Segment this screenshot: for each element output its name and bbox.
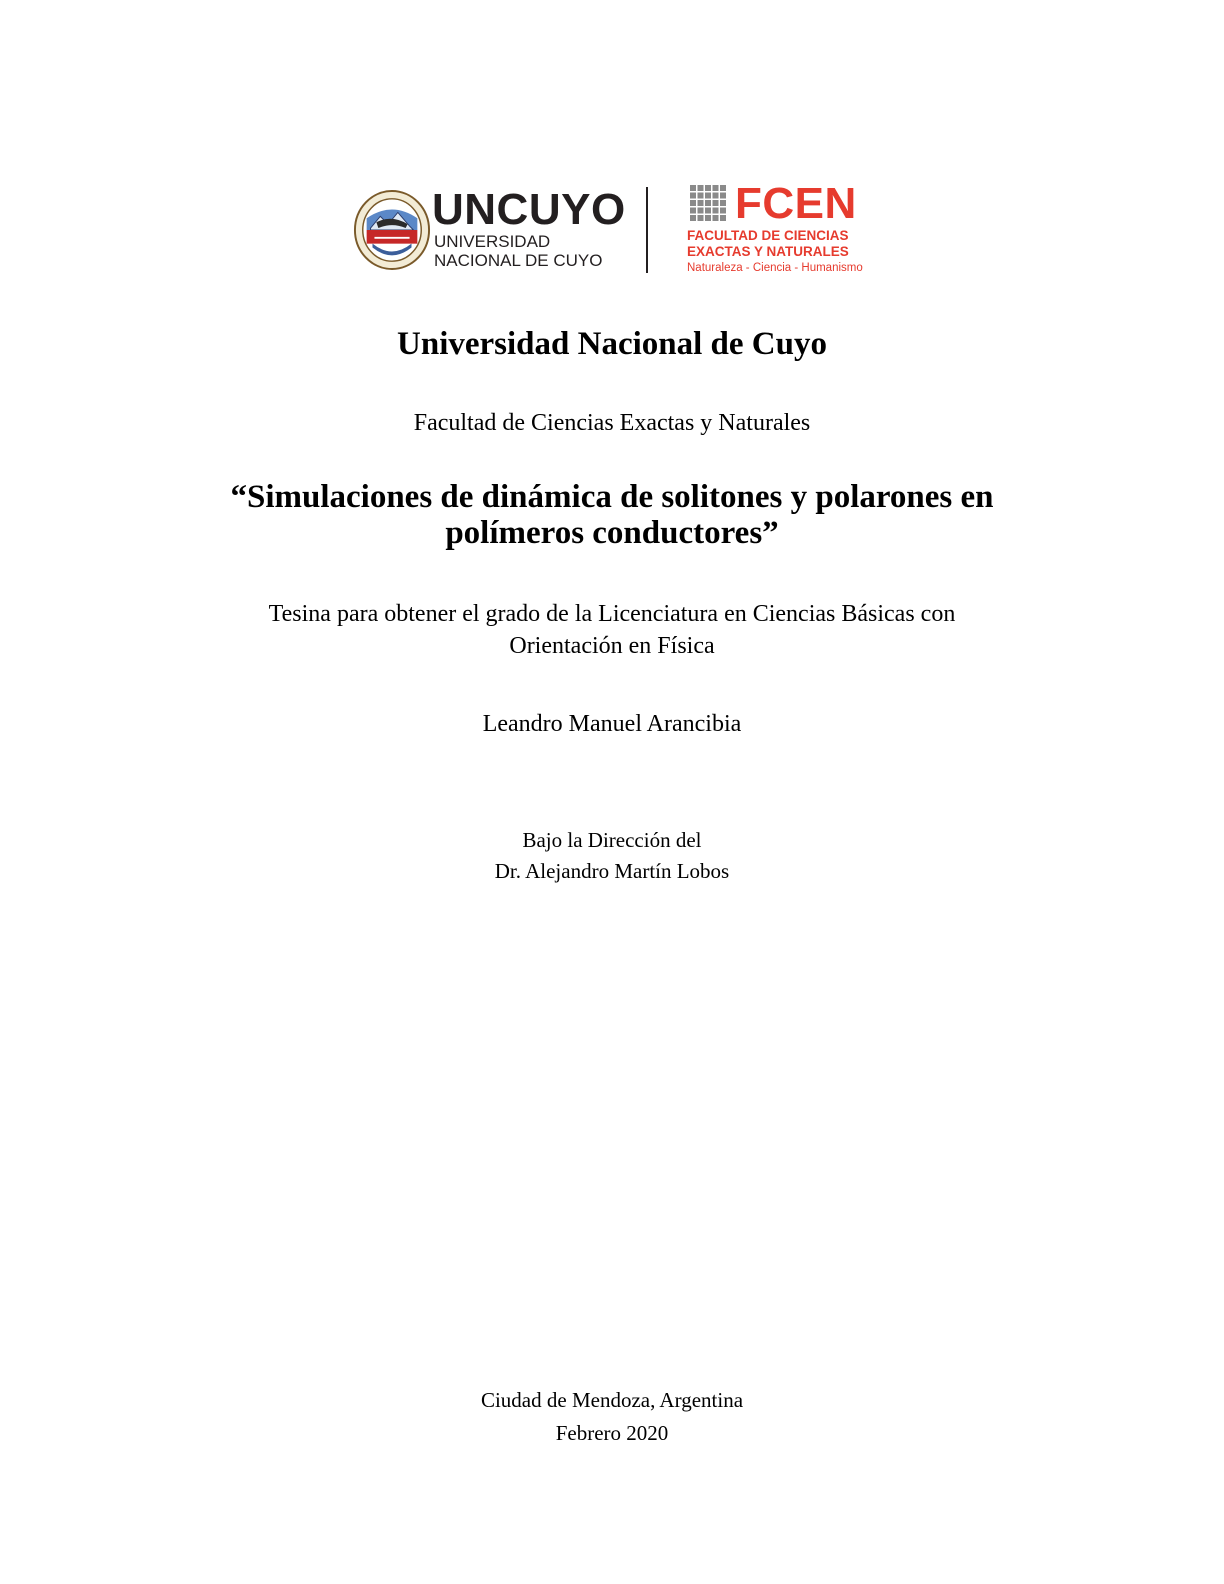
logo-divider	[646, 187, 648, 273]
fcen-subtitle-line2: EXACTAS Y NATURALES	[687, 244, 849, 259]
fcen-subtitle-line1: FACULTAD DE CIENCIAS	[687, 228, 849, 243]
faculty-name: Facultad de Ciencias Exactas y Naturales	[413, 410, 811, 436]
place-date-block	[0, 1384, 1224, 1450]
uncuyo-subtitle-line1: UNIVERSIDAD	[434, 232, 551, 251]
direction-label: Bajo la Dirección del	[522, 828, 702, 852]
uncuyo-subtitle-line2: NACIONAL DE CUYO	[434, 251, 603, 270]
thesis-title-line1: “Simulaciones de dinámica de solitones y polarones en	[230, 479, 994, 515]
author-name: Leandro Manuel Arancibia	[482, 711, 742, 737]
thesis-title-line2: polímeros conductores”	[445, 515, 779, 551]
degree-line1: Tesina para obtener el grado de la Licenciatura en Ciencias Básicas con	[268, 601, 956, 627]
uncuyo-seal-icon	[353, 189, 431, 271]
fcen-subtitle	[687, 228, 863, 276]
place: Ciudad de Mendoza, Argentina	[480, 1388, 744, 1412]
uncuyo-logo-text	[432, 185, 626, 270]
degree-description	[0, 598, 1224, 662]
university-title: Universidad Nacional de Cuyo	[397, 326, 827, 362]
degree-line2: Orientación en Física	[509, 633, 715, 659]
direction-block	[0, 825, 1224, 887]
director-name: Dr. Alejandro Martín Lobos	[494, 859, 730, 883]
date: Febrero 2020	[555, 1421, 669, 1445]
fcen-grid-icon	[690, 185, 726, 221]
fcen-motto: Naturaleza - Ciencia - Humanismo	[687, 262, 863, 274]
fcen-wordmark: FCEN	[735, 179, 857, 228]
logo-header	[350, 179, 870, 282]
thesis-title	[0, 479, 1224, 551]
uncuyo-wordmark: UNCUYO	[432, 185, 626, 234]
